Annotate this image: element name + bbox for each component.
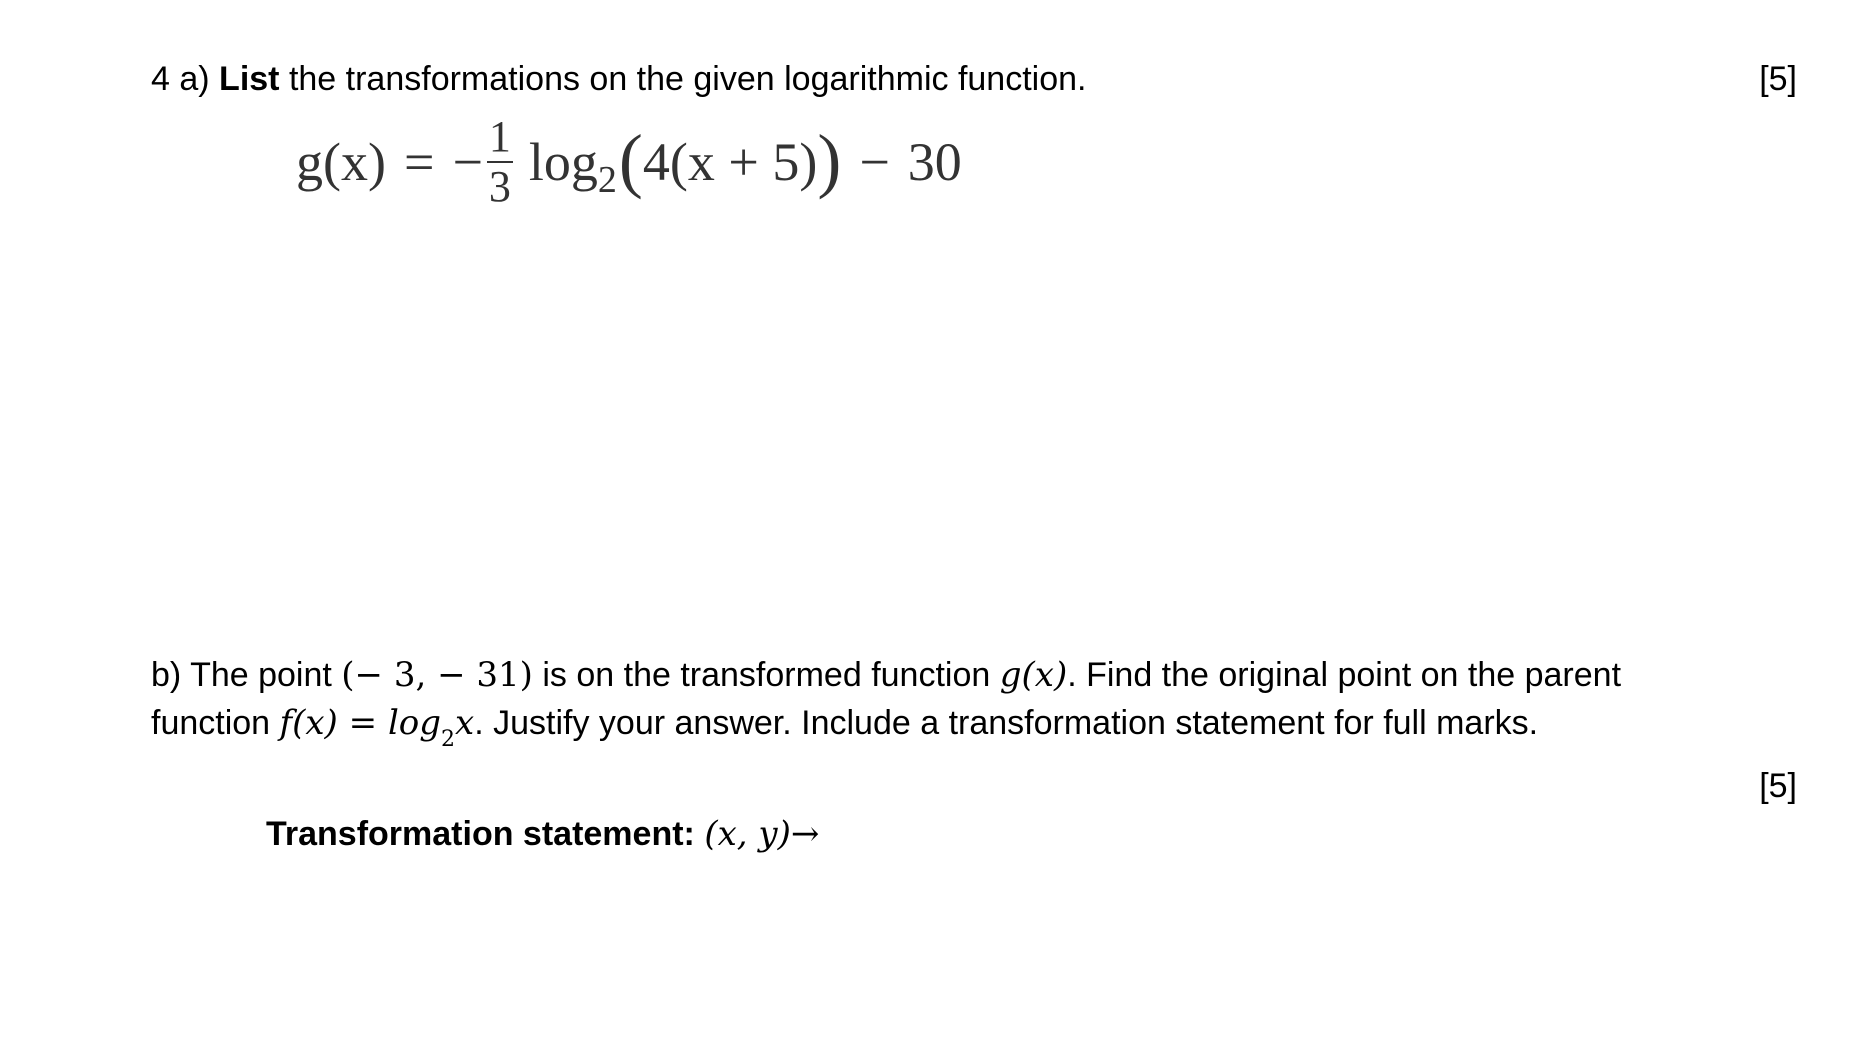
transformation-statement-math: (x, y) — [704, 814, 791, 854]
parent-log: log — [387, 703, 442, 743]
question-4a-marks: [5] — [1759, 60, 1797, 98]
question-4b-line-2 — [151, 703, 1539, 752]
equation-equals: = — [403, 132, 435, 192]
function-equation — [296, 110, 962, 214]
question-4b-instructions: . Justify your answer. Include a transformation statement for full marks. — [474, 704, 1539, 742]
log-base: 2 — [597, 159, 617, 201]
fraction-numerator: 1 — [488, 112, 511, 161]
equation-lhs: g(x) — [296, 132, 386, 192]
question-4b-line-1 — [151, 655, 1621, 695]
parent-equals: = — [337, 703, 388, 743]
question-4b-line2-intro: function — [151, 704, 280, 742]
equation-constant: 30 — [907, 132, 962, 192]
question-number: 4 a) — [151, 60, 220, 98]
arrow-icon: → — [790, 814, 820, 854]
close-paren: ) — [817, 120, 842, 200]
parent-variable: x — [455, 703, 475, 743]
transformed-function-name: g(x) — [999, 655, 1068, 695]
transformation-statement — [266, 812, 819, 856]
question-4a-text: the transformations on the given logarithmic function. — [279, 60, 1087, 98]
instruction-keyword: List — [219, 60, 280, 98]
parent-log-base: 2 — [441, 727, 456, 752]
question-4b-text-continued: . Find the original point on the parent — [1067, 656, 1622, 694]
equation-minus: − — [859, 132, 890, 192]
transformation-statement-label: Transformation statement: — [266, 815, 695, 853]
question-4a-prompt — [151, 59, 1087, 99]
given-point: (− 3, − 31) — [341, 655, 533, 695]
question-4b-intro: b) The point — [151, 656, 342, 694]
coefficient-fraction — [487, 112, 513, 211]
parent-function-name: f(x) — [279, 703, 338, 743]
open-paren: ( — [618, 120, 643, 200]
equation-sign: − — [452, 132, 483, 192]
question-4b-marks: [5] — [1759, 767, 1797, 805]
fraction-denominator: 3 — [488, 162, 511, 211]
question-4b-text: is on the transformed function — [532, 656, 1000, 694]
log-argument: 4(x + 5) — [642, 132, 818, 192]
log-function: log — [528, 132, 598, 192]
